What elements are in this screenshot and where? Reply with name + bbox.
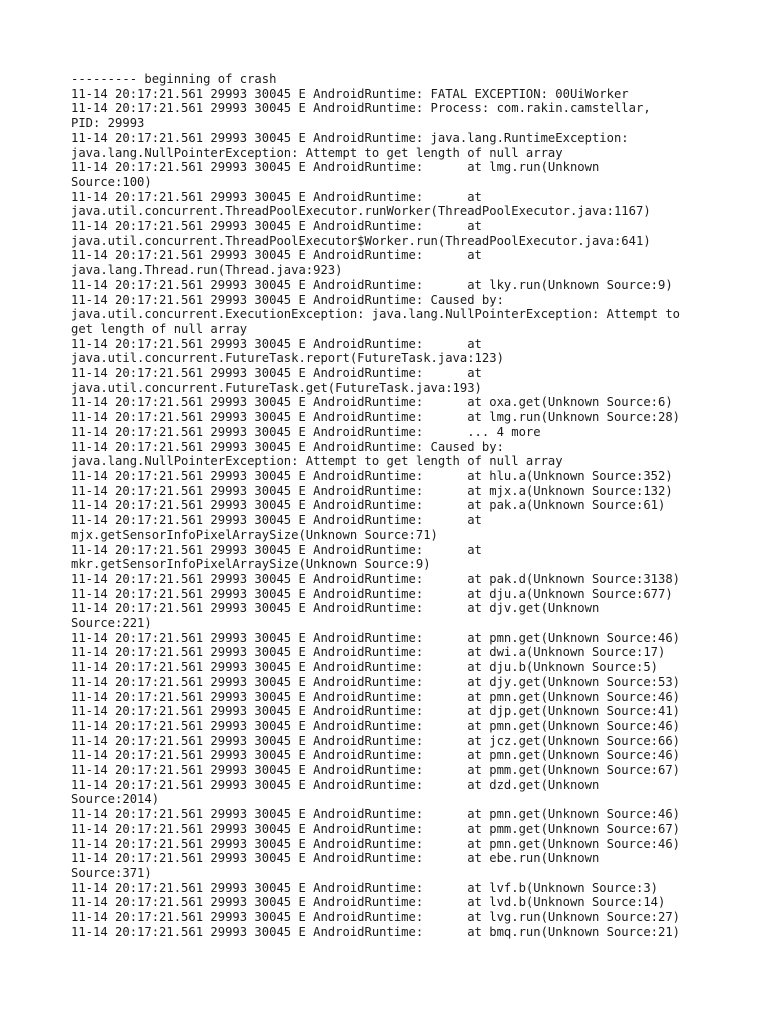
log-line: 11-14 20:17:21.561 29993 30045 E AndroidRuntime: at lvf.b(Unknown Source:3) xyxy=(71,880,658,895)
log-line: java.util.concurrent.FutureTask.report(FutureTask.java:123) xyxy=(71,351,504,366)
log-line: 11-14 20:17:21.561 29993 30045 E AndroidRuntime: at xyxy=(71,189,482,204)
log-line: mjx.getSensorInfoPixelArraySize(Unknown Source:71) xyxy=(71,527,438,542)
log-line: java.util.concurrent.ThreadPoolExecutor$Worker.run(ThreadPoolExecutor.java:641) xyxy=(71,233,651,248)
log-line: 11-14 20:17:21.561 29993 30045 E AndroidRuntime: at dju.a(Unknown Source:677) xyxy=(71,586,673,601)
log-line: java.lang.Thread.run(Thread.java:923) xyxy=(71,263,343,278)
log-line: 11-14 20:17:21.561 29993 30045 E AndroidRuntime: at lvd.b(Unknown Source:14) xyxy=(71,895,666,910)
log-line: 11-14 20:17:21.561 29993 30045 E AndroidRuntime: at hlu.a(Unknown Source:352) xyxy=(71,468,673,483)
log-line: 11-14 20:17:21.561 29993 30045 E AndroidRuntime: at pak.a(Unknown Source:61) xyxy=(71,498,666,513)
log-line: 11-14 20:17:21.561 29993 30045 E AndroidRuntime: at dwi.a(Unknown Source:17) xyxy=(71,645,666,660)
log-line: 11-14 20:17:21.561 29993 30045 E AndroidRuntime: at lmg.run(Unknown Source:28) xyxy=(71,410,681,425)
log-line: 11-14 20:17:21.561 29993 30045 E AndroidRuntime: at pmm.get(Unknown Source:67) xyxy=(71,821,681,836)
log-line: 11-14 20:17:21.561 29993 30045 E AndroidRuntime: at jcz.get(Unknown Source:66) xyxy=(71,733,681,748)
log-line: java.lang.NullPointerException: Attempt to get length of null array xyxy=(71,145,563,160)
log-line: 11-14 20:17:21.561 29993 30045 E AndroidRuntime: at xyxy=(71,513,482,528)
log-line: 11-14 20:17:21.561 29993 30045 E AndroidRuntime: at pmn.get(Unknown Source:46) xyxy=(71,807,681,822)
log-line: 11-14 20:17:21.561 29993 30045 E AndroidRuntime: at lmg.run(Unknown xyxy=(71,160,600,175)
log-line: Source:100) xyxy=(71,174,152,189)
log-line: 11-14 20:17:21.561 29993 30045 E AndroidRuntime: at xyxy=(71,366,482,381)
log-line: 11-14 20:17:21.561 29993 30045 E AndroidRuntime: at pmn.get(Unknown Source:46) xyxy=(71,630,681,645)
log-line: 11-14 20:17:21.561 29993 30045 E AndroidRuntime: at pmn.get(Unknown Source:46) xyxy=(71,748,681,763)
log-line: 11-14 20:17:21.561 29993 30045 E AndroidRuntime: ... 4 more xyxy=(71,424,541,439)
log-line: 11-14 20:17:21.561 29993 30045 E AndroidRuntime: at dju.b(Unknown Source:5) xyxy=(71,660,658,675)
log-line: 11-14 20:17:21.561 29993 30045 E AndroidRuntime: at xyxy=(71,336,482,351)
log-line: Source:2014) xyxy=(71,792,160,807)
log-line: get length of null array xyxy=(71,321,248,336)
log-line: 11-14 20:17:21.561 29993 30045 E AndroidRuntime: at oxa.get(Unknown Source:6) xyxy=(71,395,673,410)
log-line: 11-14 20:17:21.561 29993 30045 E AndroidRuntime: at xyxy=(71,542,482,557)
log-line: 11-14 20:17:21.561 29993 30045 E AndroidRuntime: at lvg.run(Unknown Source:27) xyxy=(71,910,681,925)
log-line: 11-14 20:17:21.561 29993 30045 E AndroidRuntime: at djv.get(Unknown xyxy=(71,601,600,616)
log-line: Source:221) xyxy=(71,616,152,631)
log-line: 11-14 20:17:21.561 29993 30045 E AndroidRuntime: Caused by: xyxy=(71,292,504,307)
log-line: 11-14 20:17:21.561 29993 30045 E AndroidRuntime: FATAL EXCEPTION: 00UiWorker xyxy=(71,86,629,101)
log-line: 11-14 20:17:21.561 29993 30045 E AndroidRuntime: at pmn.get(Unknown Source:46) xyxy=(71,718,681,733)
log-line: java.util.concurrent.ExecutionException: java.lang.NullPointerException: Attempt to xyxy=(71,307,681,322)
log-line: 11-14 20:17:21.561 29993 30045 E AndroidRuntime: at bmq.run(Unknown Source:21) xyxy=(71,924,681,939)
log-line: 11-14 20:17:21.561 29993 30045 E AndroidRuntime: at pmm.get(Unknown Source:67) xyxy=(71,763,681,778)
log-line: 11-14 20:17:21.561 29993 30045 E AndroidRuntime: at ebe.run(Unknown xyxy=(71,851,600,866)
log-line: 11-14 20:17:21.561 29993 30045 E AndroidRuntime: at djy.get(Unknown Source:53) xyxy=(71,674,681,689)
log-line: 11-14 20:17:21.561 29993 30045 E AndroidRuntime: at xyxy=(71,248,482,263)
log-line: 11-14 20:17:21.561 29993 30045 E AndroidRuntime: at pmn.get(Unknown Source:46) xyxy=(71,836,681,851)
log-line: 11-14 20:17:21.561 29993 30045 E AndroidRuntime: java.lang.RuntimeException: xyxy=(71,130,629,145)
log-line: 11-14 20:17:21.561 29993 30045 E AndroidRuntime: at dzd.get(Unknown xyxy=(71,777,600,792)
log-line: java.lang.NullPointerException: Attempt to get length of null array xyxy=(71,454,563,469)
crash-log-body xyxy=(71,72,711,939)
log-line: mkr.getSensorInfoPixelArraySize(Unknown Source:9) xyxy=(71,557,431,572)
log-line: Source:371) xyxy=(71,865,152,880)
crash-log-document xyxy=(71,72,711,939)
log-line: --------- beginning of crash xyxy=(71,72,277,86)
log-line: java.util.concurrent.FutureTask.get(FutureTask.java:193) xyxy=(71,380,482,395)
log-line: 11-14 20:17:21.561 29993 30045 E AndroidRuntime: Caused by: xyxy=(71,439,504,454)
log-line: 11-14 20:17:21.561 29993 30045 E AndroidRuntime: at pmn.get(Unknown Source:46) xyxy=(71,689,681,704)
log-line: 11-14 20:17:21.561 29993 30045 E AndroidRuntime: at pak.d(Unknown Source:3138) xyxy=(71,571,681,586)
log-line: PID: 29993 xyxy=(71,116,145,131)
log-line: 11-14 20:17:21.561 29993 30045 E AndroidRuntime: Process: com.rakin.camstellar, xyxy=(71,101,651,116)
log-line: 11-14 20:17:21.561 29993 30045 E AndroidRuntime: at djp.get(Unknown Source:41) xyxy=(71,704,681,719)
log-line: 11-14 20:17:21.561 29993 30045 E AndroidRuntime: at xyxy=(71,219,482,234)
log-line: 11-14 20:17:21.561 29993 30045 E AndroidRuntime: at mjx.a(Unknown Source:132) xyxy=(71,483,673,498)
log-line: java.util.concurrent.ThreadPoolExecutor.runWorker(ThreadPoolExecutor.java:1167) xyxy=(71,204,651,219)
log-line: 11-14 20:17:21.561 29993 30045 E AndroidRuntime: at lky.run(Unknown Source:9) xyxy=(71,277,673,292)
